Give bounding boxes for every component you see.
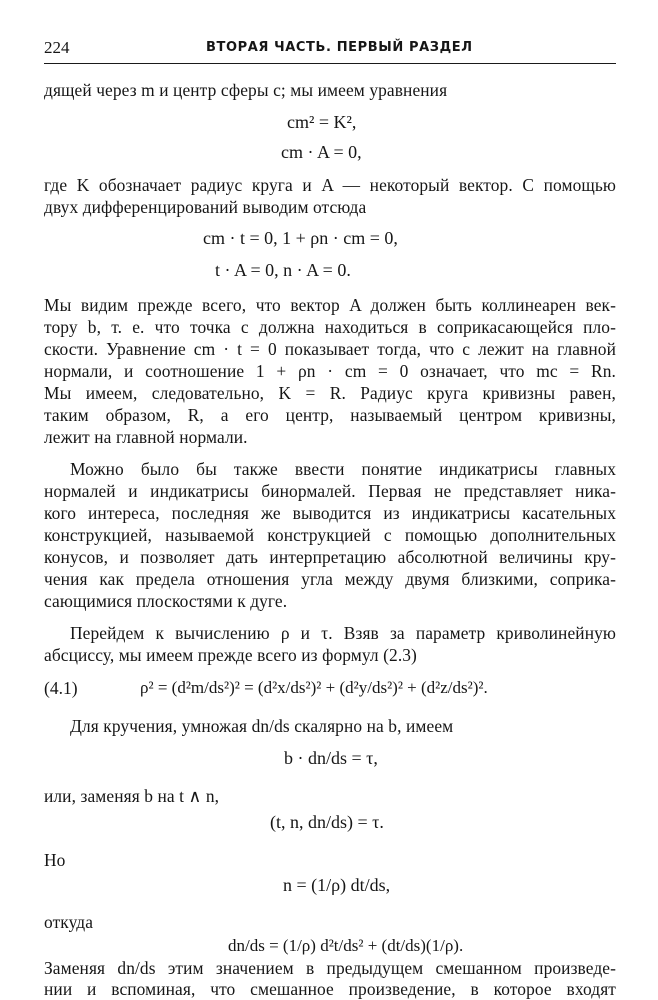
text-line: дящей через m и центр сферы c; мы имеем уравнения (44, 80, 448, 100)
text-line: нии и вспоминая, что смешанное произведение, в которое входят (44, 979, 616, 999)
running-title: ВТОРАЯ ЧАСТЬ. ПЕРВЫЙ РАЗДЕЛ (206, 40, 473, 55)
text-line: скости. Уравнение cm · t = 0 показывает тогда, что c лежит на главной (44, 339, 616, 359)
text-line: кого интереса, последняя же выводится из индикатрисы касательных (44, 503, 616, 523)
header-rule (44, 63, 616, 64)
text-line: Можно было бы также ввести понятие индикатрисы главных (70, 459, 616, 479)
equation-2: cm · A = 0, (281, 142, 362, 162)
page-number: 224 (44, 38, 70, 57)
text-line: Мы имеем, следовательно, K = R. Радиус круга кривизны равен, (44, 383, 616, 403)
equation-number: (4.1) (44, 678, 78, 698)
equation-8: n = (1/ρ) dt/ds, (283, 875, 391, 895)
equation-6: b · dn/ds = τ, (284, 748, 378, 768)
text-line: тору b, т. е. что точка c должна находиться в соприкасающейся пло- (44, 317, 616, 337)
text-line: таким образом, R, а его центр, называемый центром кривизны, (44, 405, 616, 425)
text-line: Для кручения, умножая dn/ds скалярно на b, имеем (70, 716, 454, 736)
text-line: Перейдем к вычислению ρ и τ. Взяв за параметр криволинейную (70, 623, 616, 643)
equation-5: ρ² = (d²m/ds²)² = (d²x/ds²)² + (d²y/ds²)² + (d²z/ds²)². (140, 678, 488, 697)
equation-9: dn/ds = (1/ρ) d²t/ds² + (dt/ds)(1/ρ). (228, 936, 464, 955)
equation-4: t · A = 0, n · A = 0. (215, 260, 351, 280)
text-line: нормали, и соотношение 1 + ρn · cm = 0 означает, что mc = Rn. (44, 361, 616, 381)
text-line: Но (44, 850, 66, 870)
text-line: двух дифференцирований выводим отсюда (44, 197, 367, 217)
text-line: сающимися плоскостями к дуге. (44, 591, 288, 611)
text-line: откуда (44, 912, 94, 932)
text-line: чения как предела отношения угла между двумя близкими, соприка- (44, 569, 616, 589)
text-line: Мы видим прежде всего, что вектор A должен быть коллинеарен век- (44, 295, 616, 315)
equation-7: (t, n, dn/ds) = τ. (270, 812, 384, 832)
text-line: Заменяя dn/ds этим значением в предыдущем смешанном произведе- (44, 958, 616, 978)
text-line: где K обозначает радиус круга и A — некоторый вектор. С помощью (44, 175, 616, 195)
text-line: лежит на главной нормали. (44, 427, 248, 447)
equation-1: cm² = K², (287, 112, 357, 132)
text-line: конструкцией, называемой конструкцией с помощью дополнительных (44, 525, 616, 545)
text-line: или, заменяя b на t ∧ n, (44, 786, 220, 806)
text-line: конусов, и позволяет дать интерпретацию абсолютной величины кру- (44, 547, 616, 567)
text-line: абсциссу, мы имеем прежде всего из формул (2.3) (44, 645, 417, 665)
text-line: нормалей и индикатрисы бинормалей. Первая не представляет ника- (44, 481, 616, 501)
equation-3: cm · t = 0, 1 + ρn · cm = 0, (203, 228, 398, 248)
